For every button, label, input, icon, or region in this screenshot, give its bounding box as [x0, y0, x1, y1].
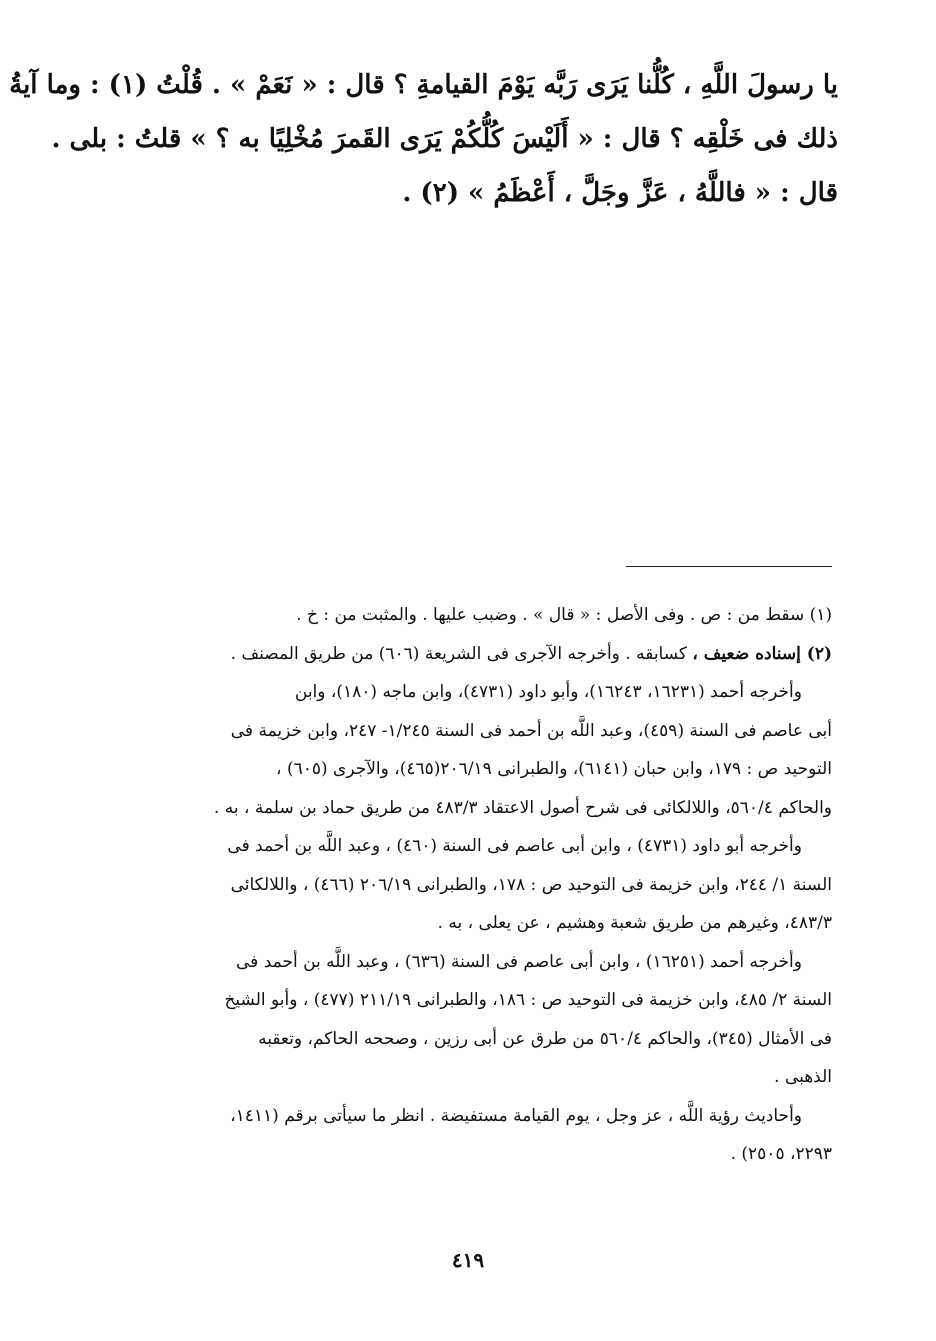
footnote-2 — [106, 635, 832, 674]
footnote-2-text: كسابقه . وأخرجه الآجرى فى الشريعة (٦٠٦) من طريق المصنف . — [230, 643, 693, 664]
takhrij-line: الذهبى . — [774, 1067, 832, 1087]
page-number: ٤١٩ — [451, 1248, 485, 1272]
takhrij-line: وأخرجه أحمد (١٦٢٣١، ١٦٢٤٣)، وأبو داود (٤٧٣١)، وابن ماجه (١٨٠)، وابن — [294, 682, 802, 702]
takhrij-line: وأخرجه أبو داود (٤٧٣١) ، وابن أبى عاصم فى السنة (٤٦٠) ، وعبد اللَّه بن أحمد فى — [227, 836, 802, 856]
takhrij-line: السنة ٢/ ٤٨٥، وابن خزيمة فى التوحيد ص : ١٨٦، والطبرانى ٢١١/١٩ (٤٧٧) ، وأبو الشيخ — [224, 990, 832, 1010]
takhrij-line: ٢٢٩٣، ٢٥٠٥) . — [730, 1144, 832, 1164]
takhrij-line: التوحيد ص : ١٧٩، وابن حبان (٦١٤١)، والطبرانى ٢٠٦/١٩(٤٦٥)، والآجرى (٦٠٥) ، — [276, 759, 832, 779]
takhrij-line: والحاكم ٥٦٠/٤، واللالكائى فى شرح أصول الاعتقاد ٤٨٣/٣ من طريق حماد بن سلمة ، به . — [213, 797, 832, 818]
takhrij-line: ٤٨٣/٣، وغيرهم من طريق شعبة وهشيم ، عن يعلى ، به . — [437, 913, 832, 933]
takhrij-line: السنة ١/ ٢٤٤، وابن خزيمة فى التوحيد ص : ١٧٨، والطبرانى ٢٠٦/١٩ (٤٦٦) ، واللالكائى — [230, 874, 832, 895]
footnote-1: (١) سقط من : ص . وفى الأصل : « قال » . وضبب عليها . والمثبت من : خ . — [296, 605, 832, 625]
footnote-2-grade: (٢) إسناده ضعيف ، — [692, 643, 832, 664]
footnotes-section — [106, 596, 832, 1174]
takhrij-line: وأخرجه أحمد (١٦٢٥١) ، وابن أبى عاصم فى السنة (٦٣٦) ، وعبد اللَّه بن أحمد فى — [236, 951, 802, 972]
hadith-line-3: قال : « فاللَّهُ ، عَزَّ وجَلَّ ، أَعْظَمُ » (٢) . — [402, 178, 838, 208]
footnote-divider — [626, 566, 832, 567]
takhrij-line: فى الأمثال (٣٤٥)، والحاكم ٥٦٠/٤ من طرق عن أبى رزين ، وصححه الحاكم، وتعقبه — [258, 1028, 832, 1049]
hadith-line-2: ذلك فى خَلْقِه ؟ قال : « أَلَيْسَ كُلُّكُمْ يَرَى القَمرَ مُخْلِيًا به ؟ » قلتُ : بلى . — [51, 124, 838, 154]
takhrij-line: وأحاديث رؤية اللَّه ، عز وجل ، يوم القيامة مستفيضة . انظر ما سيأتى برقم (١٤١١، — [230, 1105, 802, 1126]
hadith-text — [9, 58, 838, 220]
hadith-line-1: يا رسولَ اللَّهِ ، كُلُّنا يَرَى رَبَّه يَوْمَ القيامةِ ؟ قال : « نَعَمْ » . قُلْتُ (١) : وما آيةُ — [9, 70, 838, 100]
takhrij-line: أبى عاصم فى السنة (٤٥٩)، وعبد اللَّه بن أحمد فى السنة ١/٢٤٥- ٢٤٧، وابن خزيمة فى — [230, 720, 832, 741]
